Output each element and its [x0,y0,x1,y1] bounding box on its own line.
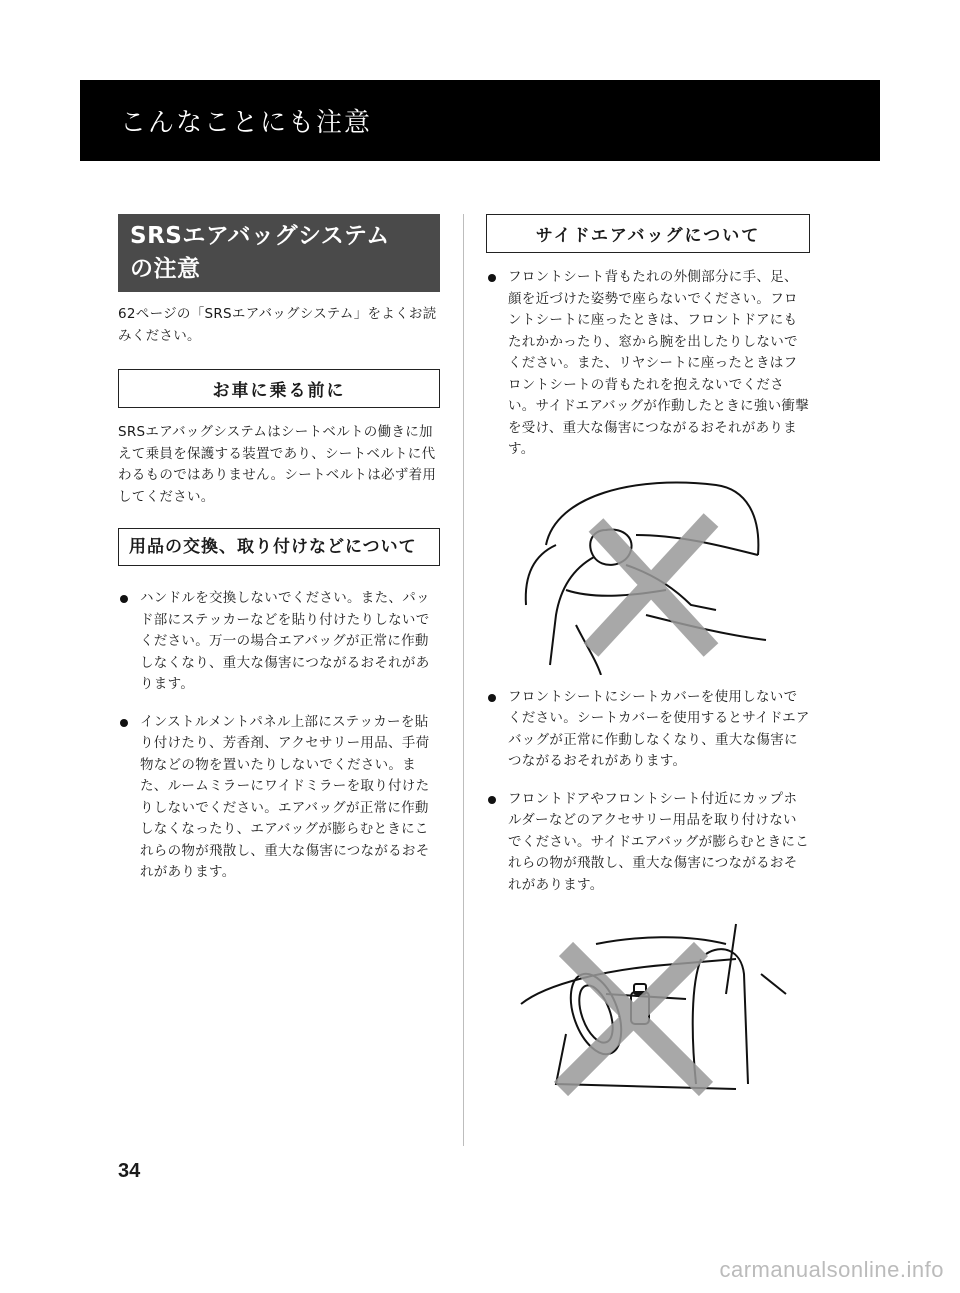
bullet-dot-icon [488,694,496,702]
left-bullet-1-text: ハンドルを交換しないでください。また、パッド部にステッカーなどを貼り付けたりしないでください。万一の場合エアバッグが正常に作動しなくなり、重大な傷害につながるおそれがあります。 [140,590,430,692]
subsection-title-before-riding: お車に乗る前に [118,369,440,408]
illustration-cup-holder-near-seat [486,914,810,1114]
left-bullet-2-text: インストルメントパネル上部にステッカーを貼り付けたり、芳香剤、アクセサリー用品、手荷物などの物を置いたりしないでください。また、ルームミラーにワイドミラーを取り付けたりしないでください。エアバッグが正常に作動しなくなったり、エアバッグが膨らむときにこれらの物が飛散し、重大な傷害につながるおそれがあります。 [140,713,430,880]
bullet-dot-icon [488,796,496,804]
page-number: 34 [118,1160,141,1182]
left-bullet-2 [118,712,440,884]
before-riding-text: SRSエアバッグシステムはシートベルトの働きに加えて乗員を保護する装置であり、シートベルトに代わるものではありません。シートベルトは必ず着用してください。 [118,424,437,505]
left-column [118,214,440,884]
illustration-leaning-on-door [486,475,810,675]
header-title: こんなことにも注意 [120,108,373,138]
right-bullet-2-text: フロントシートにシートカバーを使用しないでください。シートカバーを使用するとサイドエアバッグが正常に作動しなくなり、重大な傷害につながるおそれがあります。 [508,688,810,769]
bullet-dot-icon [488,274,496,282]
column-divider [463,214,464,1146]
header-bar [80,80,880,161]
bullet-dot-icon [120,595,128,603]
section-title-srs-line2: の注意 [130,256,201,282]
right-bullet-3 [486,789,810,897]
right-bullet-1-text: フロントシート背もたれの外側部分に手、足、顔を近づけた姿勢で座らないでください。フロントシートに座ったときは、フロントドアにもたれかかったり、窓から腕を出したりしないでください。また、リヤシートに座ったときはフロントシートの背もたれを抱えないでください。サイドエアバッグが作動したときに強い衝撃を受け、重大な傷害につながるおそれがあります。 [508,269,810,457]
subsection-title-accessories: 用品の交換、取り付けなどについて [118,528,440,566]
watermark-text: carmanualsonline.info [719,1257,944,1282]
right-bullet-3-text: フロントドアやフロントシート付近にカップホルダーなどのアクセサリー用品を取り付けないでください。サイドエアバッグが膨らむときにこれらの物が飛散し、重大な傷害につながるおそれがあります。 [508,790,810,893]
section-title-srs [118,214,440,292]
bullet-dot-icon [120,719,128,727]
right-bullet-2 [486,687,810,773]
section-title-side-airbag: サイドエアバッグについて [486,214,810,253]
right-column [486,214,810,1114]
left-bullet-1 [118,588,440,696]
intro-text: 62ページの「SRSエアバッグシステム」をよくお読みください。 [118,306,437,344]
section-title-srs-line1: SRSエアバッグシステム [130,223,390,249]
right-bullet-1 [486,267,810,461]
